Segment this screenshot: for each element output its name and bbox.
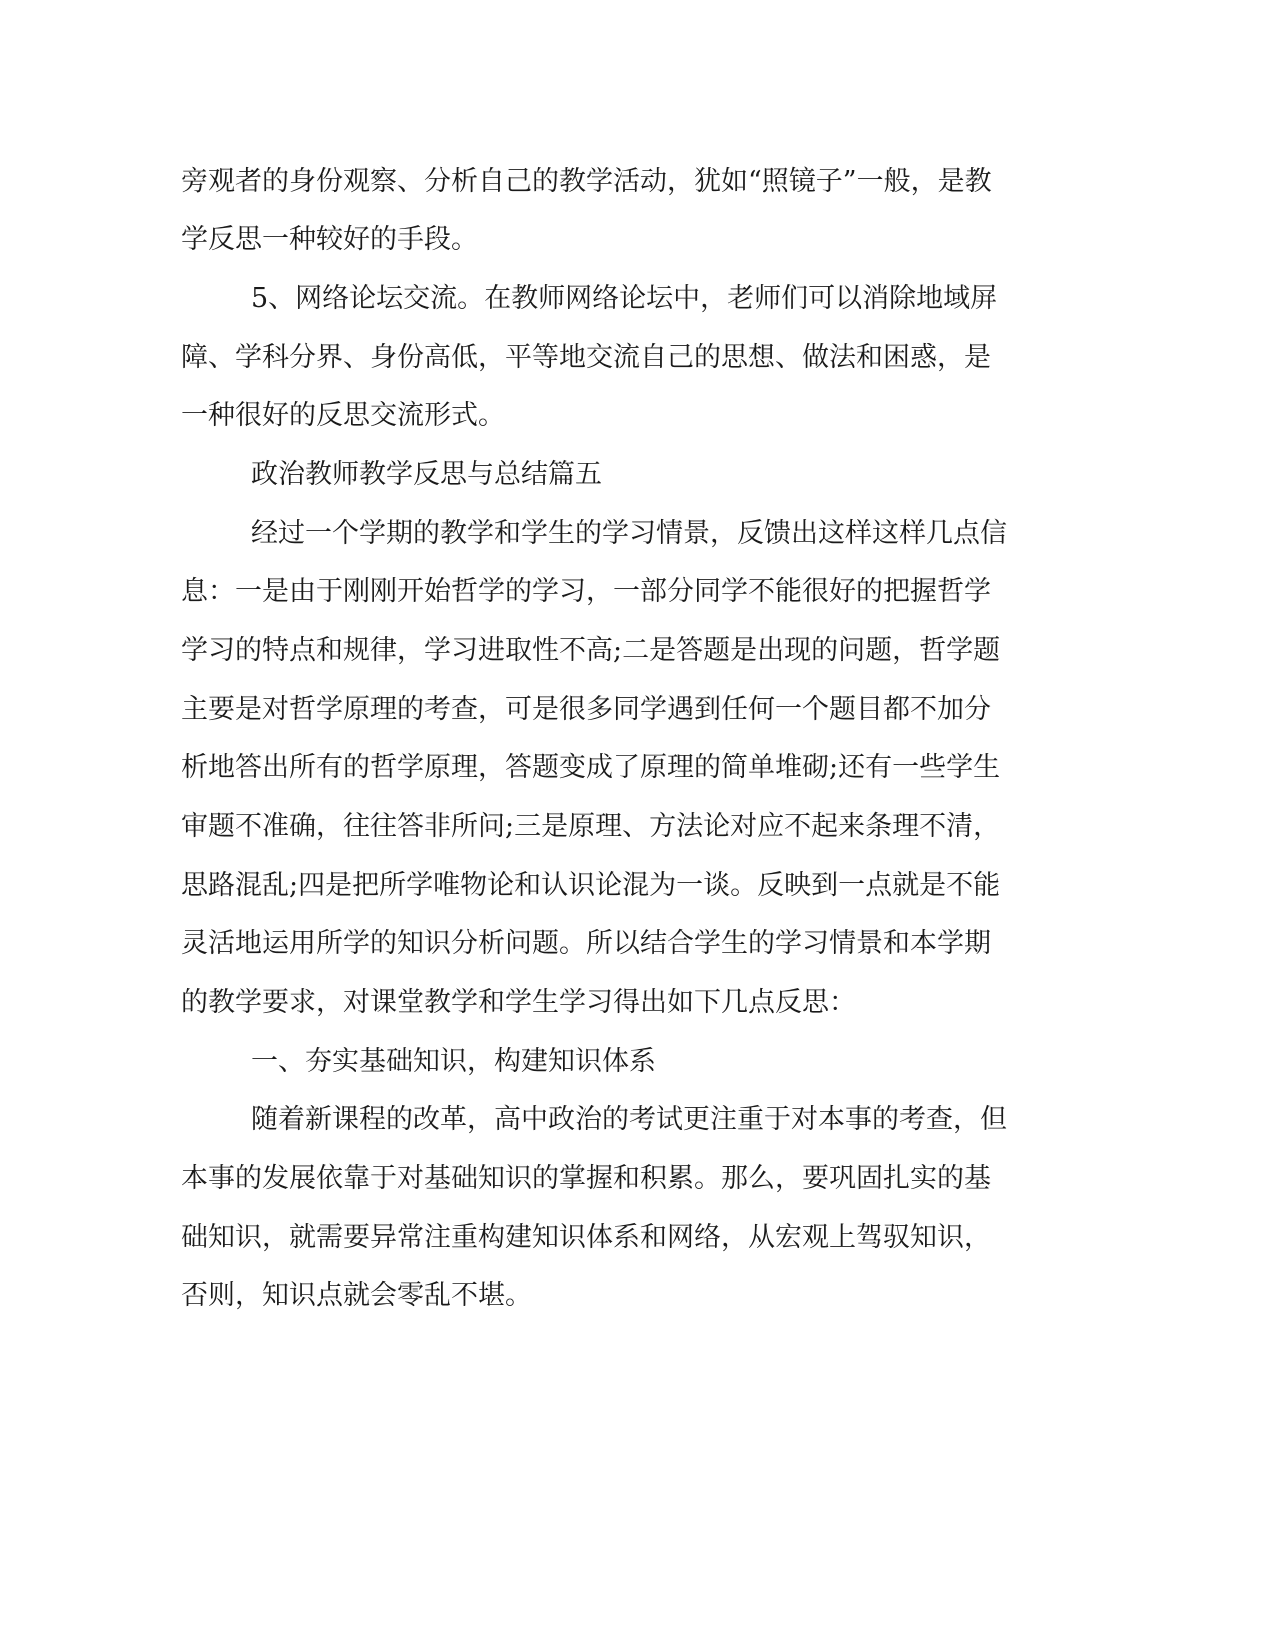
text-line: 经过一个学期的教学和学生的学习情景，反馈出这样这样几点信 — [251, 518, 1007, 549]
section-heading: 政治教师教学反思与总结篇五 — [251, 459, 602, 490]
text-line: 一种很好的反思交流形式。 — [181, 400, 505, 431]
text-line: 础知识，就需要异常注重构建知识体系和网络，从宏观上驾驭知识， — [181, 1222, 991, 1253]
text-line: 旁观者的身份观察、分析自己的教学活动，犹如“照镜子”一般，是教 — [181, 166, 992, 197]
text-line: 否则，知识点就会零乱不堪。 — [181, 1280, 532, 1311]
text-line: 5、网络论坛交流。在教师网络论坛中，老师们可以消除地域屏 — [251, 283, 998, 314]
text-line: 审题不准确，往往答非所问;三是原理、方法论对应不起来条理不清， — [181, 811, 1001, 842]
text-line: 的教学要求，对课堂教学和学生学习得出如下几点反思： — [181, 987, 856, 1018]
text-line: 息：一是由于刚刚开始哲学的学习，一部分同学不能很好的把握哲学 — [181, 576, 991, 607]
text-line: 本事的发展依靠于对基础知识的掌握和积累。那么，要巩固扎实的基 — [181, 1163, 991, 1194]
text-line: 思路混乱;四是把所学唯物论和认识论混为一谈。反映到一点就是不能 — [181, 870, 1001, 901]
section-heading: 一、夯实基础知识，构建知识体系 — [251, 1046, 656, 1077]
text-line: 学习的特点和规律，学习进取性不高;二是答题是出现的问题，哲学题 — [181, 635, 1001, 666]
text-line: 析地答出所有的哲学原理，答题变成了原理的简单堆砌;还有一些学生 — [181, 752, 1001, 783]
text-line: 随着新课程的改革，高中政治的考试更注重于对本事的考查，但 — [251, 1104, 1007, 1135]
text-line: 灵活地运用所学的知识分析问题。所以结合学生的学习情景和本学期 — [181, 928, 991, 959]
text-line: 主要是对哲学原理的考查，可是很多同学遇到任何一个题目都不加分 — [181, 694, 991, 725]
text-line: 障、学科分界、身份高低，平等地交流自己的思想、做法和困惑，是 — [181, 342, 991, 373]
text-line: 学反思一种较好的手段。 — [181, 224, 478, 255]
